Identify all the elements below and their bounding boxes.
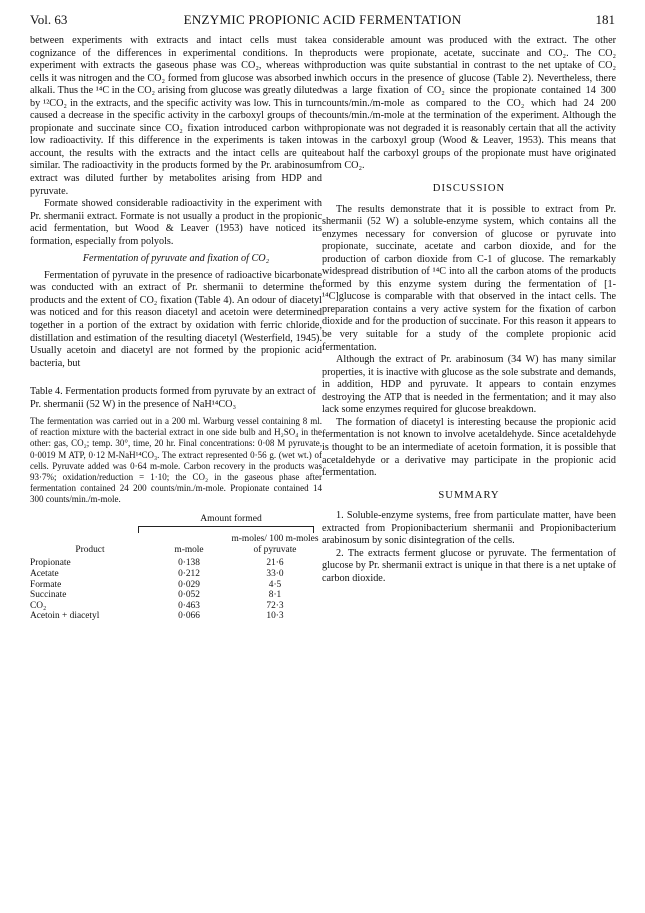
cell-product: CO₂ xyxy=(30,600,47,611)
volume-label: Vol. 63 xyxy=(30,12,68,27)
cell-mmole: 0·212 xyxy=(178,568,200,579)
cell-per100: 4·5 xyxy=(268,579,282,590)
summary-item: 2. The extracts ferment glucose or pyruvate. The fermentation of glucose by Pr. shermanii extract is unique in that there is a net uptake of carbon dioxide. xyxy=(322,547,616,584)
cell-per100: 10·3 xyxy=(266,611,284,622)
right-column xyxy=(322,35,616,585)
page-number: 181 xyxy=(595,12,615,27)
table-row xyxy=(30,590,322,601)
section-heading-discussion: DISCUSSION xyxy=(432,183,506,195)
cell-product: Formate xyxy=(30,579,62,590)
cell-product: Acetate xyxy=(30,568,59,579)
summary-item: 1. Soluble-enzyme systems, free from particulate matter, have been extracted from Propionibacterium shermanii and Propionibacterium arabinosum by sonic disintegration of the cells. xyxy=(322,510,616,547)
cell-product: Propionate xyxy=(30,558,71,569)
column-header: m-mole xyxy=(174,544,204,555)
paragraph: Fermentation of pyruvate in the presence of radioactive bicarbonate was conducted with an extract of Pr. shermanii to determine the products and the extent of CO₂ fixation (Table 4). An odour of diacetyl was noticed and for this reason diacetyl and acetoin were determined together in a portion of the extract by oxidation with ferric chloride, distillation and estimation of the resulting diacetyl (Westerfield, 1945). Usually acetoin and diacetyl are not formed by the propionic acid bacteria, but xyxy=(30,269,322,369)
cell-per100: 72·3 xyxy=(266,600,284,611)
paragraph: The results demonstrate that it is possible to extract from Pr. shermanii (52 W) a soluble-enzyme system, which contains all the enzymes necessary for conversion of glucose or pyruvate into propionate, succinate, acetate and carbon dioxide, and for the production of carbon dioxide from C-1 of glucose. The remarkably widespread distribution of ¹⁴C into all the carbon atoms of the products formed by this enzyme system during the fermentation of [1-¹⁴C]glucose is comparable with that observed in the intact cells. The preparation contains a very active system for the fixation of carbon dioxide and for the production of succinate. For this reason it appears to be very suitable for a study of the complete propionic acid fermentation. xyxy=(322,203,616,353)
fermentation-products-table xyxy=(30,534,322,622)
paragraph: between experiments with extracts and intact cells must take cognizance of the differences in experimental conditions. In the experiment with extracts the gaseous phase was CO₂, whereas with cells it was nitrogen and the CO₂ formed from glucose was absorbed in alkali. Thus the ¹⁴C in the CO₂ arising from glucose was greatly diluted by ¹²CO₂ in the extracts, and the specific activity was low. This in turn caused a decrease in the specific activity in the carboxyl groups of the propionate and succinate since CO₂ fixation introduced carbon with low radioactivity. If this difference in the experiments is taken into account, the results with the extracts and the intact cells are quite similar. The radioactivity in the products formed by the Pr. arabinosum extract was diluted further by metabolites arising from HDP and pyruvate. xyxy=(30,35,322,197)
paragraph: Although the extract of Pr. arabinosum (34 W) has many similar properties, it is inactive with glucose as the sole substrate and demands, in addition, HDP and pyruvate. It appears to contain enzymes destroying the ATP that is needed in the fermentation; and it may also lack some enzymes required for glucose breakdown. xyxy=(322,354,616,416)
cell-mmole: 0·029 xyxy=(178,579,200,590)
cell-mmole: 0·463 xyxy=(178,600,200,611)
table-row xyxy=(30,601,322,612)
column-header: Product xyxy=(75,544,105,555)
cell-per100: 21·6 xyxy=(266,558,284,569)
page-header xyxy=(30,12,615,30)
column-header: m-moles/ 100 m-moles of pyruvate xyxy=(231,534,319,555)
cell-mmole: 0·052 xyxy=(178,590,200,601)
paragraph: Formate showed considerable radioactivity in the experiment with Pr. shermanii extract. Formate is not usually a product in the propionic acid fermentation, but Wood & Leaver (1953) have noticed its formation, especially from polyols. xyxy=(30,198,322,247)
table-row xyxy=(30,611,322,622)
cell-mmole: 0·138 xyxy=(178,558,200,569)
table-row xyxy=(30,569,322,580)
cell-mmole: 0·066 xyxy=(178,611,200,622)
cell-per100: 33·0 xyxy=(266,568,284,579)
section-heading-summary: SUMMARY xyxy=(438,489,500,501)
table-note: The fermentation was carried out in a 200 ml. Warburg vessel containing 8 ml. of reaction mixture with the bacterial extract in one side bulb and H₂SO₄ in the other: gas, CO₂; temp. 30°, time, 20 hr. Final concentrations: 0·08 M pyruvate, 0·0019 M ATP, 0·12 M-NaH¹⁴CO₃. The extract represented 0·56 g. (wet wt.) of cells. Pyruvate added was 0·64 m-mole. Carbon recovery in the products was 93·7%; oxidation/reduction = 1·10; the CO₂ in the gaseous phase after fermentation contained 24 200 counts/min./m-mole. Propionate contained 14 300 counts/min./m-mole. xyxy=(30,416,322,505)
table-spanner-label: Amount formed xyxy=(200,512,262,524)
cell-product: Acetoin + diacetyl xyxy=(30,611,100,622)
table-spanner-rule xyxy=(138,526,314,533)
paragraph: a considerable amount was produced with the extract. The other products were propionate, acetate, succinate and CO₂. The CO₂ production was quite substantial in contrast to the net uptake of CO₂ which occurs in the presence of glucose (Table 2). Nevertheless, there was a large fixation of CO₂ since the propionate contained 14 300 counts/min./m-mole as compared to the CO₂ which had 24 200 counts/min./m-mole at the termination of the experiment. Although the propionate was not degraded it is reasonably certain that all the activity was in the carboxyl group (Wood & Leaver, 1953). This means that about half the carboxyl groups of the propionate must have originated from CO₂. xyxy=(322,35,616,172)
running-title: ENZYMIC PROPIONIC ACID FERMENTATION xyxy=(183,12,462,27)
cell-product: Succinate xyxy=(30,590,67,601)
table-row xyxy=(30,580,322,591)
subsection-heading: Fermentation of pyruvate and fixation of CO₂ xyxy=(82,253,270,265)
table-caption: Table 4. Fermentation products formed from pyruvate by an extract of Pr. shermanii (52 W) in the presence of NaH¹⁴CO₃ xyxy=(30,386,316,410)
table-row xyxy=(30,555,322,569)
paragraph: The formation of diacetyl is interesting because the propionic acid fermentation is not known to involve acetaldehyde. Since acetaldehyde is thought to be an intermediate of acetoin formation, it is possible that acetaldehyde or a derivative may participate in the propionic acid fermentation. xyxy=(322,416,616,479)
left-column xyxy=(30,35,322,622)
cell-per100: 8·1 xyxy=(268,590,282,601)
